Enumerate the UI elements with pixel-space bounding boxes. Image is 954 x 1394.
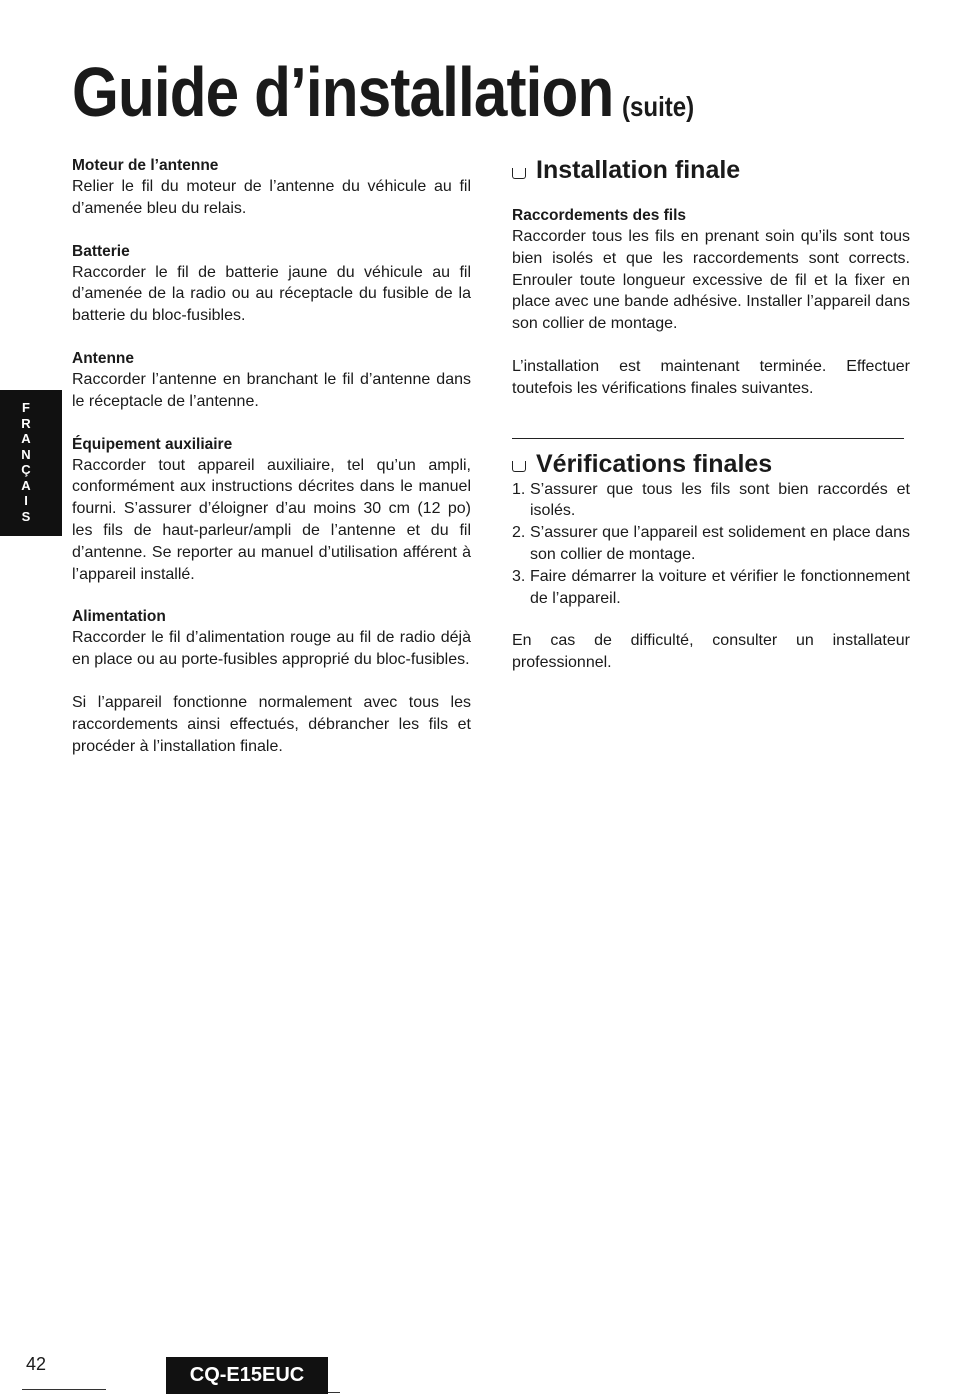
section-body: Relier le fil du moteur de l’antenne du véhicule au fil d’amenée bleu du relais. [72,178,471,217]
tab-letter: I [24,493,28,508]
section-heading: Antenne [72,349,134,367]
tab-letter: F [22,400,30,415]
installation-complete-note: L’installation est maintenant terminée. Effectuer toutefois les vérifications finales suivantes. [512,357,910,397]
section-body: Raccorder le fil de batterie jaune du véhicule au fil d’amenée de la radio ou au réceptacle du fusible de la batterie du bloc-fusibles. [72,263,471,325]
left-column [72,155,471,757]
language-tab-letters [14,390,38,524]
page-title [72,52,694,147]
checkbox-bullet-icon [512,461,526,472]
model-label: CQ-E15EUC [166,1357,328,1394]
right-column [512,155,910,674]
step-number: 1. [512,480,526,498]
step-text: S’assurer que l’appareil est solidement en place dans son collier de montage. [530,524,910,563]
list-item [512,566,910,610]
section-heading: Alimentation [72,608,166,626]
verifications-heading [512,449,910,479]
language-side-tab [0,390,62,536]
step-number: 3. [512,567,526,585]
difficulty-note: En cas de difficulté, consulter un installateur professionnel. [512,632,910,672]
section-heading: Moteur de l’antenne [72,157,219,174]
section-equipement-auxiliaire [72,434,471,586]
tab-letter: A [21,477,31,493]
page-number: 42 [26,1354,47,1374]
section-heading: Équipement auxiliaire [72,435,233,453]
section-antenne [72,348,471,413]
list-item [512,479,910,523]
footer-rule [328,1392,340,1393]
verification-steps [512,479,910,610]
page-title-main: Guide d’installation [72,53,614,131]
section-body: Raccorder le fil d’alimentation rouge au fil de radio déjà en place ou au porte-fusibles approprié du bloc-fusibles. [72,629,471,669]
section-moteur-antenne [72,155,471,220]
tab-letter: Ç [21,462,31,477]
closing-paragraph: Si l’appareil fonctionne normalement avec tous les raccordements ainsi effectués, débrancher les fils et procéder à l’installation finale. [72,693,471,755]
list-item [512,522,910,566]
tab-letter: N [21,446,31,462]
step-text: Faire démarrer la voiture et vérifier le fonctionnement de l’appareil. [530,567,910,607]
raccordements-heading: Raccordements des fils [512,207,687,224]
section-heading: Batterie [72,242,130,260]
tab-letter: S [21,508,31,524]
step-number: 2. [512,524,526,542]
section-body: Raccorder l’antenne en branchant le fil d’antenne dans le réceptacle de l’antenne. [72,370,471,410]
page-title-suffix: (suite) [621,91,695,122]
footer-rule [22,1389,106,1390]
raccordements-body: Raccorder tous les fils en prenant soin qu’ils sont tous bien isolés et que les raccordements sont corrects. Enrouler toute longueur excessive de fil et la fixer en place avec une bande adhésive. Installer l’appareil dans son collier de montage. [512,228,910,333]
tab-letter: R [21,415,31,431]
section-batterie [72,241,471,327]
tab-letter: A [21,431,31,446]
heading-text: Vérifications finales [536,449,773,478]
installation-finale-heading [512,155,910,185]
checkbox-bullet-icon [512,168,526,179]
section-body: Raccorder tout appareil auxiliaire, tel qu’un ampli, conformément aux instructions décrites dans le manuel fourni. S’assurer d’éloigner d’au moins 30 cm (12 po) les fils de haut-parleur/ampli de l’antenne et du fil d’antenne. Se reporter au manuel d’utilisation afférent à l’appareil installé. [72,456,471,583]
step-text: S’assurer que tous les fils sont bien raccordés et isolés. [530,480,910,520]
section-alimentation [72,606,471,671]
heading-text: Installation finale [536,156,741,184]
